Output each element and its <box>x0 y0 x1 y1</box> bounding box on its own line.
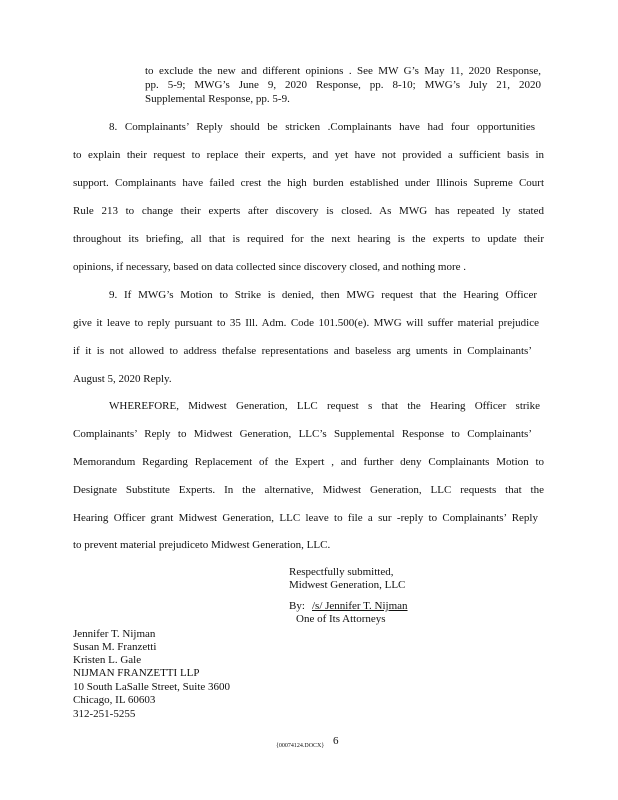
quote-line: Supplemental Response, pp. 5-9. <box>145 93 290 105</box>
paragraph-8-line: 8. Complainants’ Reply should be stricken .Complainants have had four opportunities <box>109 121 535 133</box>
wherefore-line: Hearing Officer grant Midwest Generation, LLC leave to file a sur -reply to Complainants’ Reply <box>73 512 538 524</box>
counsel-line: NIJMAN FRANZETTI LLP <box>73 667 200 679</box>
counsel-line: Chicago, IL 60603 <box>73 694 156 706</box>
wherefore-line: Complainants’ Reply to Midwest Generation, LLC’s Supplemental Response to Complainants’ <box>73 428 532 440</box>
company-name: Midwest Generation, LLC <box>289 579 406 591</box>
paragraph-8-line: support. Complainants have failed crest the high burden established under Illinois Supreme Court <box>73 177 544 189</box>
wherefore-line: Memorandum Regarding Replacement of the Expert , and further deny Complainants Motion to <box>73 456 544 468</box>
counsel-line: 312-251-5255 <box>73 708 136 720</box>
counsel-line: Jennifer T. Nijman <box>73 628 156 640</box>
counsel-line: Kristen L. Gale <box>73 654 142 666</box>
quote-line: pp. 5-9; MWG’s June 9, 2020 Response, pp. 8-10; MWG’s July 21, 2020 <box>145 79 541 91</box>
paragraph-9-line: August 5, 2020 Reply. <box>73 373 172 385</box>
paragraph-8-line: opinions, if necessary, based on data collected since discovery closed, and nothing more . <box>73 261 467 273</box>
page-number: 6 <box>333 735 339 747</box>
document-id: {00074124.DOCX} <box>276 743 325 749</box>
closing: Respectfully submitted, <box>289 566 394 578</box>
paragraph-9-line: if it is not allowed to address thefalse representations and baseless arg uments in Complainants’ <box>73 345 532 357</box>
paragraph-8-line: to explain their request to replace their experts, and yet have not provided a sufficient basis in <box>73 149 544 161</box>
wherefore-line: WHEREFORE, Midwest Generation, LLC request s that the Hearing Officer strike <box>109 400 540 412</box>
quote-line: to exclude the new and different opinions . See MW G’s May 11, 2020 Response, <box>145 65 541 77</box>
wherefore-line: to prevent material prejudiceto Midwest Generation, LLC. <box>73 539 331 551</box>
signature-name: /s/ Jennifer T. Nijman <box>312 600 408 612</box>
wherefore-line: Designate Substitute Experts. In the alternative, Midwest Generation, LLC requests that the <box>73 484 544 496</box>
paragraph-8-line: throughout its briefing, all that is required for the next hearing is the experts to update their <box>73 233 544 245</box>
paragraph-9-line: 9. If MWG’s Motion to Strike is denied, then MWG request that the Hearing Officer <box>109 289 537 301</box>
paragraph-9-line: give it leave to reply pursuant to 35 Ill. Adm. Code 101.500(e). MWG will suffer material prejudice <box>73 317 539 329</box>
signature-role: One of Its Attorneys <box>296 613 386 625</box>
paragraph-8-line: Rule 213 to change their experts after discovery is closed. As MWG has repeated ly stated <box>73 205 544 217</box>
by-label: By: <box>289 600 305 612</box>
counsel-line: 10 South LaSalle Street, Suite 3600 <box>73 681 231 693</box>
counsel-line: Susan M. Franzetti <box>73 641 157 653</box>
